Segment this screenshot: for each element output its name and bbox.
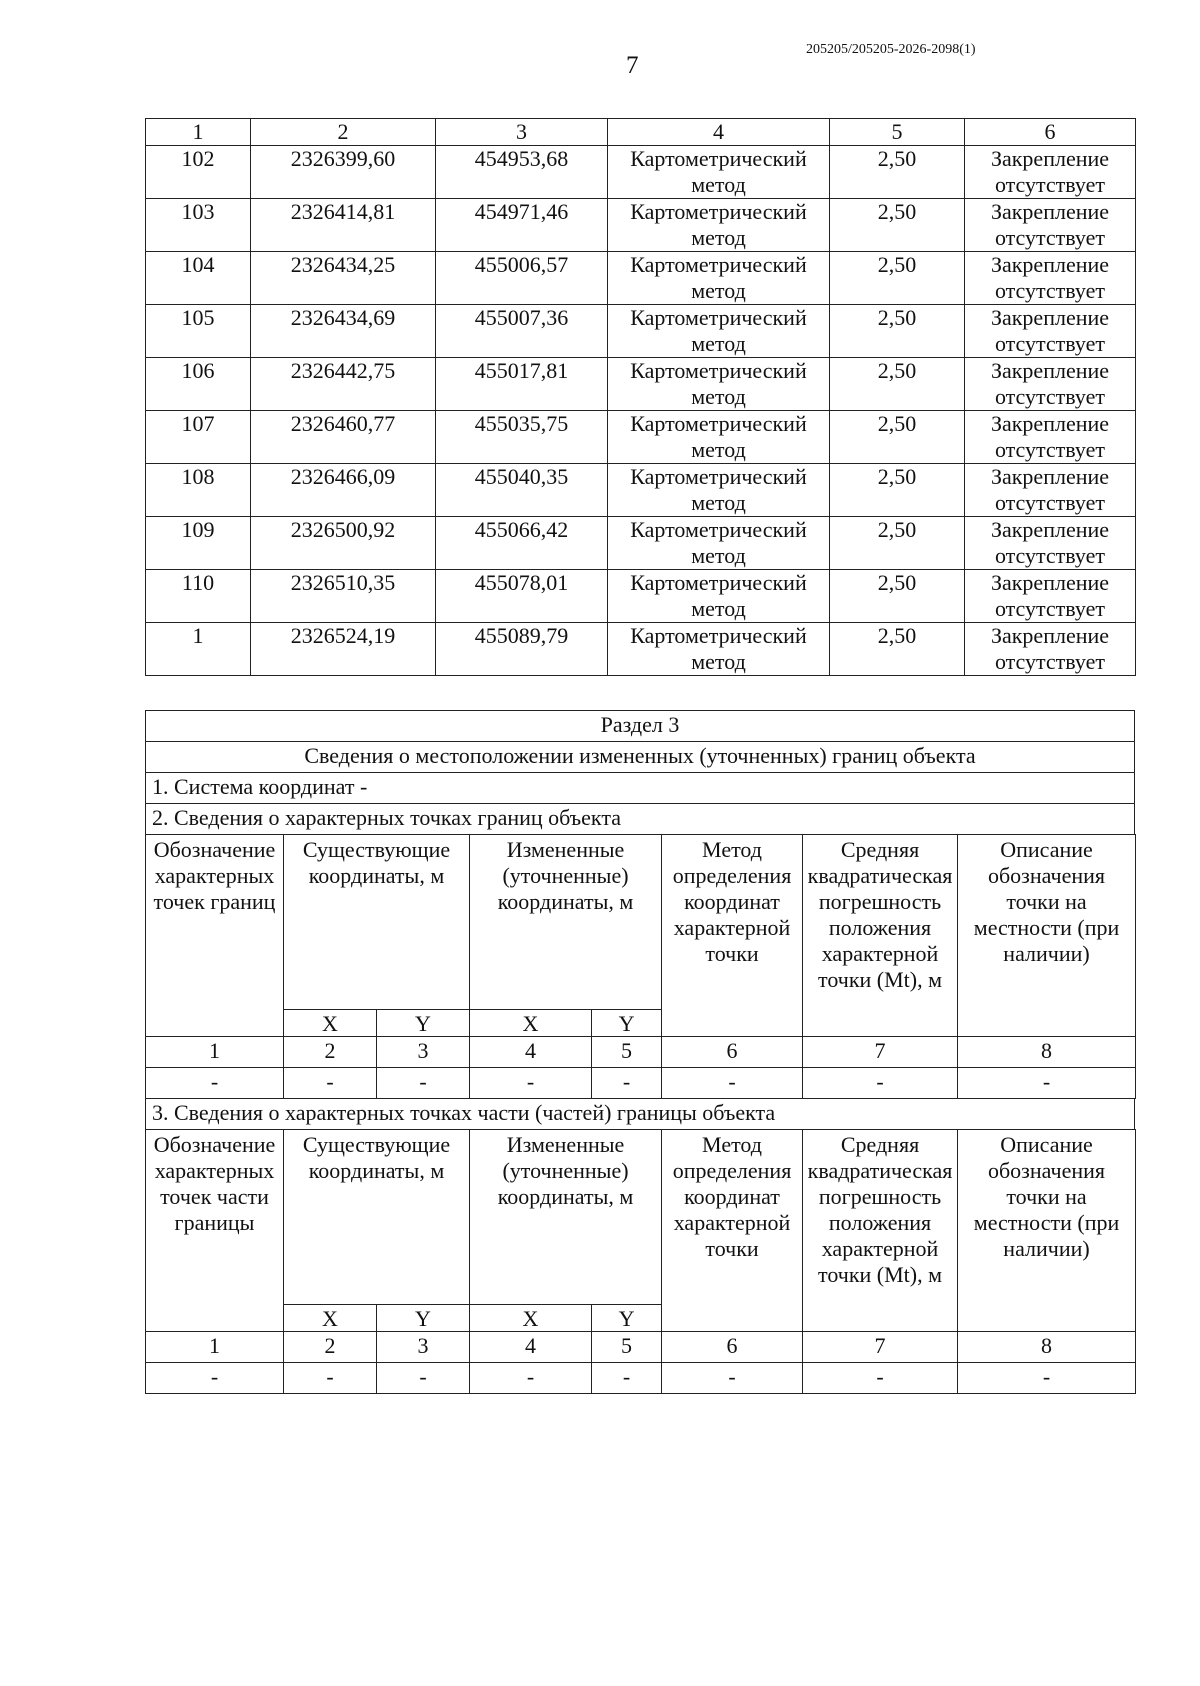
header-accuracy: Средняя квадратическая погрешность положения характерной точки (Mt), м — [803, 1130, 958, 1332]
column-number-row — [146, 1332, 1136, 1363]
column-number: 8 — [958, 1332, 1136, 1363]
cell-description: Закрепление отсутствует — [965, 570, 1136, 623]
header-existing-coordinates: Существующие координаты, м — [284, 835, 470, 1010]
part-points-table — [145, 1129, 1136, 1394]
boundary-points-table — [145, 834, 1136, 1099]
empty-cell: - — [284, 1363, 377, 1394]
cell-method: Картометрический метод — [608, 623, 830, 676]
cell-coordinate-x: 2326434,25 — [251, 252, 436, 305]
cell-coordinate-x: 2326500,92 — [251, 517, 436, 570]
cell-accuracy: 2,50 — [830, 305, 965, 358]
coordinate-system: 1. Система координат - — [145, 772, 1135, 803]
column-number: 1 — [146, 119, 251, 146]
cell-point-id: 108 — [146, 464, 251, 517]
header-changed-coordinates: Измененные (уточненные) координаты, м — [470, 1130, 662, 1305]
empty-cell: - — [592, 1068, 662, 1099]
column-number: 5 — [592, 1037, 662, 1068]
column-number: 4 — [470, 1332, 592, 1363]
cell-description: Закрепление отсутствует — [965, 146, 1136, 199]
table-row — [146, 623, 1136, 676]
cell-coordinate-x: 2326414,81 — [251, 199, 436, 252]
cell-point-id: 104 — [146, 252, 251, 305]
cell-coordinate-x: 2326510,35 — [251, 570, 436, 623]
empty-cell: - — [377, 1068, 470, 1099]
cell-point-id: 110 — [146, 570, 251, 623]
cell-coordinate-y: 454953,68 — [436, 146, 608, 199]
boundary-points-title: 2. Сведения о характерных точках границ объекта — [145, 803, 1135, 834]
empty-cell: - — [803, 1068, 958, 1099]
table-row — [146, 1068, 1136, 1099]
cell-coordinate-y: 455017,81 — [436, 358, 608, 411]
cell-point-id: 1 — [146, 623, 251, 676]
column-number: 7 — [803, 1037, 958, 1068]
empty-cell: - — [377, 1363, 470, 1394]
cell-method: Картометрический метод — [608, 305, 830, 358]
cell-point-id: 102 — [146, 146, 251, 199]
coordinates-table — [145, 118, 1136, 676]
column-number: 8 — [958, 1037, 1136, 1068]
column-number: 6 — [662, 1037, 803, 1068]
table-row — [146, 358, 1136, 411]
cell-method: Картометрический метод — [608, 411, 830, 464]
header-y: Y — [592, 1305, 662, 1332]
cell-description: Закрепление отсутствует — [965, 517, 1136, 570]
cell-coordinate-y: 454971,46 — [436, 199, 608, 252]
table-row — [146, 1363, 1136, 1394]
empty-cell: - — [958, 1068, 1136, 1099]
column-number: 3 — [436, 119, 608, 146]
header-existing-coordinates: Существующие координаты, м — [284, 1130, 470, 1305]
header-x: X — [470, 1305, 592, 1332]
cell-coordinate-x: 2326399,60 — [251, 146, 436, 199]
header-method: Метод определения координат характерной точки — [662, 1130, 803, 1332]
table-row — [146, 199, 1136, 252]
header-description: Описание обозначения точки на местности (при наличии) — [958, 835, 1136, 1037]
cell-description: Закрепление отсутствует — [965, 411, 1136, 464]
cell-coordinate-y: 455078,01 — [436, 570, 608, 623]
cell-coordinate-x: 2326524,19 — [251, 623, 436, 676]
header-x: X — [470, 1010, 592, 1037]
column-number: 1 — [146, 1037, 284, 1068]
header-point-designation: Обозначение характерных точек границ — [146, 835, 284, 1037]
cell-point-id: 105 — [146, 305, 251, 358]
cell-accuracy: 2,50 — [830, 411, 965, 464]
table-row — [146, 570, 1136, 623]
empty-cell: - — [470, 1363, 592, 1394]
column-number: 2 — [251, 119, 436, 146]
column-number: 5 — [592, 1332, 662, 1363]
section-title: Раздел 3 — [145, 710, 1135, 741]
column-number: 7 — [803, 1332, 958, 1363]
cell-coordinate-x: 2326434,69 — [251, 305, 436, 358]
cell-accuracy: 2,50 — [830, 570, 965, 623]
empty-cell: - — [146, 1068, 284, 1099]
table-row — [146, 146, 1136, 199]
cell-coordinate-y: 455007,36 — [436, 305, 608, 358]
table-row — [146, 411, 1136, 464]
page-number: 7 — [626, 52, 639, 79]
header-description: Описание обозначения точки на местности (при наличии) — [958, 1130, 1136, 1332]
header-method: Метод определения координат характерной точки — [662, 835, 803, 1037]
cell-accuracy: 2,50 — [830, 623, 965, 676]
header-y: Y — [377, 1010, 470, 1037]
cell-coordinate-y: 455089,79 — [436, 623, 608, 676]
cell-method: Картометрический метод — [608, 146, 830, 199]
header-point-designation: Обозначение характерных точек части границы — [146, 1130, 284, 1332]
column-number: 6 — [662, 1332, 803, 1363]
cell-method: Картометрический метод — [608, 517, 830, 570]
cell-coordinate-x: 2326466,09 — [251, 464, 436, 517]
header-accuracy: Средняя квадратическая погрешность положения характерной точки (Mt), м — [803, 835, 958, 1037]
empty-cell: - — [284, 1068, 377, 1099]
table-row — [146, 305, 1136, 358]
table-row — [146, 464, 1136, 517]
column-number: 4 — [470, 1037, 592, 1068]
cell-coordinate-y: 455006,57 — [436, 252, 608, 305]
empty-cell: - — [592, 1363, 662, 1394]
cell-description: Закрепление отсутствует — [965, 623, 1136, 676]
column-number-row — [146, 1037, 1136, 1068]
cell-coordinate-y: 455035,75 — [436, 411, 608, 464]
cell-accuracy: 2,50 — [830, 464, 965, 517]
cell-point-id: 103 — [146, 199, 251, 252]
header-x: X — [284, 1010, 377, 1037]
table-row — [146, 252, 1136, 305]
cell-point-id: 109 — [146, 517, 251, 570]
cell-accuracy: 2,50 — [830, 199, 965, 252]
document-id: 205205/205205-2026-2098(1) — [806, 42, 976, 57]
cell-coordinate-y: 455066,42 — [436, 517, 608, 570]
empty-cell: - — [470, 1068, 592, 1099]
cell-description: Закрепление отсутствует — [965, 199, 1136, 252]
cell-description: Закрепление отсутствует — [965, 305, 1136, 358]
cell-accuracy: 2,50 — [830, 146, 965, 199]
empty-cell: - — [662, 1363, 803, 1394]
cell-point-id: 106 — [146, 358, 251, 411]
cell-point-id: 107 — [146, 411, 251, 464]
cell-method: Картометрический метод — [608, 358, 830, 411]
cell-coordinate-y: 455040,35 — [436, 464, 608, 517]
column-number: 4 — [608, 119, 830, 146]
column-number: 1 — [146, 1332, 284, 1363]
table-row — [146, 517, 1136, 570]
cell-method: Картометрический метод — [608, 570, 830, 623]
empty-cell: - — [958, 1363, 1136, 1394]
cell-method: Картометрический метод — [608, 252, 830, 305]
column-number: 2 — [284, 1332, 377, 1363]
column-number: 3 — [377, 1332, 470, 1363]
section-subtitle: Сведения о местоположении измененных (уточненных) границ объекта — [145, 741, 1135, 772]
header-y: Y — [377, 1305, 470, 1332]
cell-coordinate-x: 2326442,75 — [251, 358, 436, 411]
header-changed-coordinates: Измененные (уточненные) координаты, м — [470, 835, 662, 1010]
column-number-row — [146, 119, 1136, 146]
cell-description: Закрепление отсутствует — [965, 252, 1136, 305]
empty-cell: - — [662, 1068, 803, 1099]
header-x: X — [284, 1305, 377, 1332]
column-number: 5 — [830, 119, 965, 146]
header-y: Y — [592, 1010, 662, 1037]
column-number: 6 — [965, 119, 1136, 146]
empty-cell: - — [803, 1363, 958, 1394]
empty-cell: - — [146, 1363, 284, 1394]
cell-accuracy: 2,50 — [830, 358, 965, 411]
cell-accuracy: 2,50 — [830, 517, 965, 570]
column-number: 2 — [284, 1037, 377, 1068]
cell-description: Закрепление отсутствует — [965, 358, 1136, 411]
column-number: 3 — [377, 1037, 470, 1068]
cell-method: Картометрический метод — [608, 464, 830, 517]
cell-accuracy: 2,50 — [830, 252, 965, 305]
part-points-title: 3. Сведения о характерных точках части (частей) границы объекта — [145, 1098, 1135, 1129]
cell-description: Закрепление отсутствует — [965, 464, 1136, 517]
cell-coordinate-x: 2326460,77 — [251, 411, 436, 464]
cell-method: Картометрический метод — [608, 199, 830, 252]
